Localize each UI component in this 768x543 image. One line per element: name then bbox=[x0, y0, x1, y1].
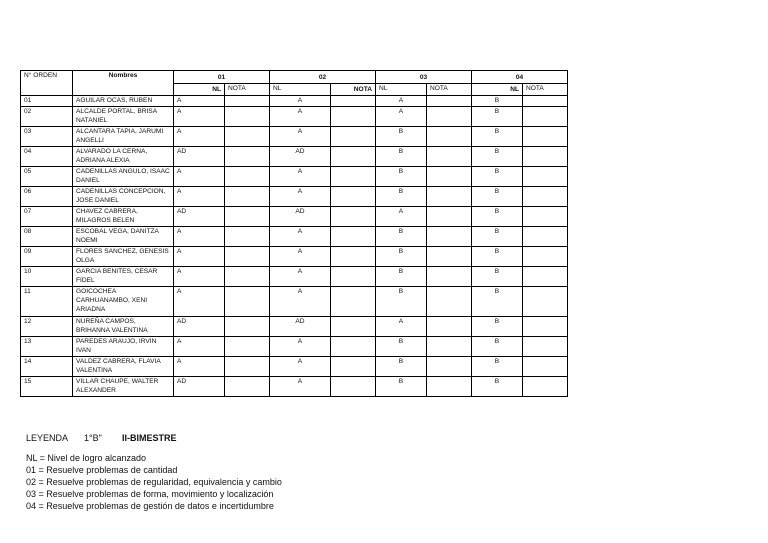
nl-cell-04: B bbox=[472, 96, 523, 107]
grades-table bbox=[20, 70, 568, 397]
nota-cell-01 bbox=[225, 167, 270, 187]
nl-header-01: NL bbox=[174, 84, 225, 96]
nota-cell-04 bbox=[523, 147, 568, 167]
group-header-02: 02 bbox=[270, 71, 376, 84]
nl-cell-04: B bbox=[472, 207, 523, 227]
nota-cell-01 bbox=[225, 357, 270, 377]
nl-cell-01: A bbox=[174, 287, 225, 317]
nl-cell-04: B bbox=[472, 147, 523, 167]
header-row bbox=[21, 71, 568, 84]
nl-cell-03: A bbox=[376, 317, 427, 337]
nota-cell-03 bbox=[427, 287, 472, 317]
nl-cell-02: A bbox=[270, 187, 331, 207]
nota-cell-04 bbox=[523, 127, 568, 147]
nota-cell-03 bbox=[427, 107, 472, 127]
nl-cell-02: A bbox=[270, 287, 331, 317]
nota-header-01: NOTA bbox=[225, 84, 270, 96]
table-row bbox=[21, 127, 568, 147]
names-header: Nombres bbox=[73, 71, 174, 96]
nl-cell-04: B bbox=[472, 377, 523, 397]
student-name-cell: GOICOCHEA CARHUANAMBO, XENI ARIADNA bbox=[73, 287, 174, 317]
nl-cell-04: B bbox=[472, 187, 523, 207]
nota-cell-02 bbox=[331, 337, 376, 357]
student-name-cell: CADENILLAS CONCEPCION, JOSE DANIEL bbox=[73, 187, 174, 207]
nota-cell-04 bbox=[523, 167, 568, 187]
nl-header-02: NL bbox=[270, 84, 331, 96]
nota-cell-01 bbox=[225, 267, 270, 287]
nl-cell-01: AD bbox=[174, 377, 225, 397]
nl-cell-03: B bbox=[376, 267, 427, 287]
nota-cell-03 bbox=[427, 377, 472, 397]
nota-cell-02 bbox=[331, 357, 376, 377]
nl-cell-02: A bbox=[270, 96, 331, 107]
order-number-cell: 07 bbox=[21, 207, 73, 227]
grades-body bbox=[21, 96, 568, 397]
nl-cell-02: AD bbox=[270, 207, 331, 227]
nl-cell-04: B bbox=[472, 227, 523, 247]
nl-cell-02: A bbox=[270, 337, 331, 357]
nl-cell-03: A bbox=[376, 96, 427, 107]
order-number-cell: 10 bbox=[21, 267, 73, 287]
nota-cell-03 bbox=[427, 227, 472, 247]
nl-cell-02: A bbox=[270, 127, 331, 147]
nota-cell-01 bbox=[225, 227, 270, 247]
nota-cell-01 bbox=[225, 337, 270, 357]
nota-cell-01 bbox=[225, 247, 270, 267]
nl-cell-03: B bbox=[376, 377, 427, 397]
nl-cell-02: AD bbox=[270, 317, 331, 337]
bimester-label: II-BIMESTRE bbox=[122, 433, 177, 443]
nl-cell-04: B bbox=[472, 167, 523, 187]
order-number-cell: 03 bbox=[21, 127, 73, 147]
nota-cell-01 bbox=[225, 287, 270, 317]
nota-cell-02 bbox=[331, 287, 376, 317]
order-number-cell: 14 bbox=[21, 357, 73, 377]
nota-cell-03 bbox=[427, 187, 472, 207]
nota-cell-04 bbox=[523, 377, 568, 397]
nota-cell-02 bbox=[331, 227, 376, 247]
nl-cell-03: B bbox=[376, 167, 427, 187]
nota-cell-02 bbox=[331, 377, 376, 397]
nl-cell-01: AD bbox=[174, 147, 225, 167]
table-row bbox=[21, 357, 568, 377]
legend-header bbox=[26, 432, 282, 444]
nota-cell-04 bbox=[523, 317, 568, 337]
nl-cell-03: B bbox=[376, 337, 427, 357]
nota-cell-01 bbox=[225, 96, 270, 107]
nl-cell-04: B bbox=[472, 317, 523, 337]
table-row bbox=[21, 167, 568, 187]
nota-cell-01 bbox=[225, 377, 270, 397]
nota-cell-03 bbox=[427, 127, 472, 147]
nota-cell-01 bbox=[225, 107, 270, 127]
order-number-cell: 12 bbox=[21, 317, 73, 337]
nota-cell-01 bbox=[225, 207, 270, 227]
nota-cell-03 bbox=[427, 247, 472, 267]
table-row bbox=[21, 187, 568, 207]
order-header: N° ORDEN bbox=[21, 71, 73, 96]
nl-cell-03: B bbox=[376, 357, 427, 377]
order-number-cell: 15 bbox=[21, 377, 73, 397]
nota-cell-02 bbox=[331, 96, 376, 107]
nota-cell-03 bbox=[427, 96, 472, 107]
nl-cell-03: B bbox=[376, 247, 427, 267]
nota-header-04: NOTA bbox=[523, 84, 568, 96]
student-name-cell: FLORES SANCHEZ, GENESIS OLGA bbox=[73, 247, 174, 267]
nl-cell-04: B bbox=[472, 287, 523, 317]
order-number-cell: 01 bbox=[21, 96, 73, 107]
nota-cell-01 bbox=[225, 127, 270, 147]
grade-label: 1°B" bbox=[84, 433, 102, 443]
order-number-cell: 11 bbox=[21, 287, 73, 317]
nl-header-04: NL bbox=[472, 84, 523, 96]
order-number-cell: 02 bbox=[21, 107, 73, 127]
nl-cell-02: A bbox=[270, 167, 331, 187]
table-row bbox=[21, 107, 568, 127]
nota-cell-03 bbox=[427, 207, 472, 227]
nota-cell-02 bbox=[331, 187, 376, 207]
table-row bbox=[21, 317, 568, 337]
nota-cell-02 bbox=[331, 147, 376, 167]
order-number-cell: 06 bbox=[21, 187, 73, 207]
student-name-cell: CADENILLAS ANGULO, ISAAC DANIEL bbox=[73, 167, 174, 187]
nota-cell-03 bbox=[427, 317, 472, 337]
student-name-cell: ALCANTARA TAPIA, JARUMI ANGELLI bbox=[73, 127, 174, 147]
order-number-cell: 13 bbox=[21, 337, 73, 357]
nl-cell-01: AD bbox=[174, 317, 225, 337]
nl-cell-03: B bbox=[376, 147, 427, 167]
nl-cell-02: A bbox=[270, 377, 331, 397]
order-number-cell: 04 bbox=[21, 147, 73, 167]
nl-cell-01: AD bbox=[174, 207, 225, 227]
student-name-cell: GARCIA BENITES, CESAR FIDEL bbox=[73, 267, 174, 287]
order-number-cell: 05 bbox=[21, 167, 73, 187]
group-header-04: 04 bbox=[472, 71, 568, 84]
nl-cell-01: A bbox=[174, 357, 225, 377]
nl-cell-04: B bbox=[472, 247, 523, 267]
student-name-cell: ALVARADO LA CERNA, ADRIANA ALEXIA bbox=[73, 147, 174, 167]
nota-cell-03 bbox=[427, 147, 472, 167]
nl-cell-01: A bbox=[174, 267, 225, 287]
nota-cell-01 bbox=[225, 147, 270, 167]
table-row bbox=[21, 147, 568, 167]
legend-item-nl: NL = Nivel de logro alcanzado bbox=[26, 453, 146, 463]
nl-cell-01: A bbox=[174, 227, 225, 247]
table-row bbox=[21, 337, 568, 357]
table-row bbox=[21, 287, 568, 317]
order-number-cell: 08 bbox=[21, 227, 73, 247]
nl-cell-01: A bbox=[174, 127, 225, 147]
nl-cell-02: A bbox=[270, 227, 331, 247]
student-name-cell: CHAVEZ CABRERA, MILAGROS BELEN bbox=[73, 207, 174, 227]
table-row bbox=[21, 227, 568, 247]
legend-label: LEYENDA bbox=[26, 433, 69, 443]
nl-cell-02: A bbox=[270, 267, 331, 287]
nota-cell-02 bbox=[331, 167, 376, 187]
nota-cell-02 bbox=[331, 107, 376, 127]
nl-cell-04: B bbox=[472, 127, 523, 147]
table-row bbox=[21, 247, 568, 267]
nl-cell-01: A bbox=[174, 167, 225, 187]
nota-cell-03 bbox=[427, 167, 472, 187]
legend bbox=[26, 432, 282, 512]
nota-cell-04 bbox=[523, 207, 568, 227]
nota-cell-04 bbox=[523, 96, 568, 107]
nl-cell-02: A bbox=[270, 107, 331, 127]
nota-cell-02 bbox=[331, 317, 376, 337]
student-name-cell: ESCOBAL VEGA, DANITZA NOEMI bbox=[73, 227, 174, 247]
nota-cell-02 bbox=[331, 127, 376, 147]
group-header-03: 03 bbox=[376, 71, 472, 84]
nl-cell-04: B bbox=[472, 107, 523, 127]
nota-cell-04 bbox=[523, 107, 568, 127]
nota-cell-03 bbox=[427, 267, 472, 287]
nl-cell-02: AD bbox=[270, 147, 331, 167]
student-name-cell: NUREÑA CAMPOS, BRIHANNA VALENTINA bbox=[73, 317, 174, 337]
nota-header-02: NOTA bbox=[331, 84, 376, 96]
nl-cell-03: A bbox=[376, 107, 427, 127]
legend-item-04: 04 = Resuelve problemas de gestión de datos e incertidumbre bbox=[26, 501, 274, 511]
student-name-cell: VALDEZ CABRERA, FLAVIA VALENTINA bbox=[73, 357, 174, 377]
nota-cell-02 bbox=[331, 207, 376, 227]
legend-item-01: 01 = Resuelve problemas de cantidad bbox=[26, 465, 178, 475]
student-name-cell: VILLAR CHAUPE, WALTER ALEXANDER bbox=[73, 377, 174, 397]
nota-cell-04 bbox=[523, 287, 568, 317]
nota-cell-01 bbox=[225, 187, 270, 207]
nota-cell-03 bbox=[427, 337, 472, 357]
nota-cell-04 bbox=[523, 187, 568, 207]
table-row bbox=[21, 267, 568, 287]
order-number-cell: 09 bbox=[21, 247, 73, 267]
student-name-cell: AGUILAR OCAS, RUBEN bbox=[73, 96, 174, 107]
nl-cell-01: A bbox=[174, 247, 225, 267]
nl-cell-03: A bbox=[376, 207, 427, 227]
student-name-cell: PAREDES ARAUJO, IRVIN IVAN bbox=[73, 337, 174, 357]
nota-cell-04 bbox=[523, 227, 568, 247]
nota-cell-02 bbox=[331, 267, 376, 287]
legend-item-03: 03 = Resuelve problemas de forma, movimiento y localización bbox=[26, 489, 274, 499]
nl-cell-02: A bbox=[270, 357, 331, 377]
nl-cell-04: B bbox=[472, 267, 523, 287]
nota-cell-03 bbox=[427, 357, 472, 377]
table-row bbox=[21, 96, 568, 107]
table-row bbox=[21, 207, 568, 227]
table-row bbox=[21, 377, 568, 397]
nl-cell-03: B bbox=[376, 187, 427, 207]
nl-cell-01: A bbox=[174, 187, 225, 207]
nl-cell-03: B bbox=[376, 127, 427, 147]
legend-item-02: 02 = Resuelve problemas de regularidad, equivalencia y cambio bbox=[26, 477, 282, 487]
nl-header-03: NL bbox=[376, 84, 427, 96]
nl-cell-01: A bbox=[174, 337, 225, 357]
nota-cell-02 bbox=[331, 247, 376, 267]
nota-cell-04 bbox=[523, 267, 568, 287]
nota-header-03: NOTA bbox=[427, 84, 472, 96]
nl-cell-04: B bbox=[472, 337, 523, 357]
nota-cell-01 bbox=[225, 317, 270, 337]
nl-cell-03: B bbox=[376, 227, 427, 247]
group-header-01: 01 bbox=[174, 71, 270, 84]
student-name-cell: ALCALDE PORTAL, BRISA NATANIEL bbox=[73, 107, 174, 127]
nota-cell-04 bbox=[523, 337, 568, 357]
nl-cell-01: A bbox=[174, 96, 225, 107]
nota-cell-04 bbox=[523, 247, 568, 267]
nl-cell-02: A bbox=[270, 247, 331, 267]
nota-cell-04 bbox=[523, 357, 568, 377]
nl-cell-03: B bbox=[376, 287, 427, 317]
nl-cell-04: B bbox=[472, 357, 523, 377]
nl-cell-01: A bbox=[174, 107, 225, 127]
